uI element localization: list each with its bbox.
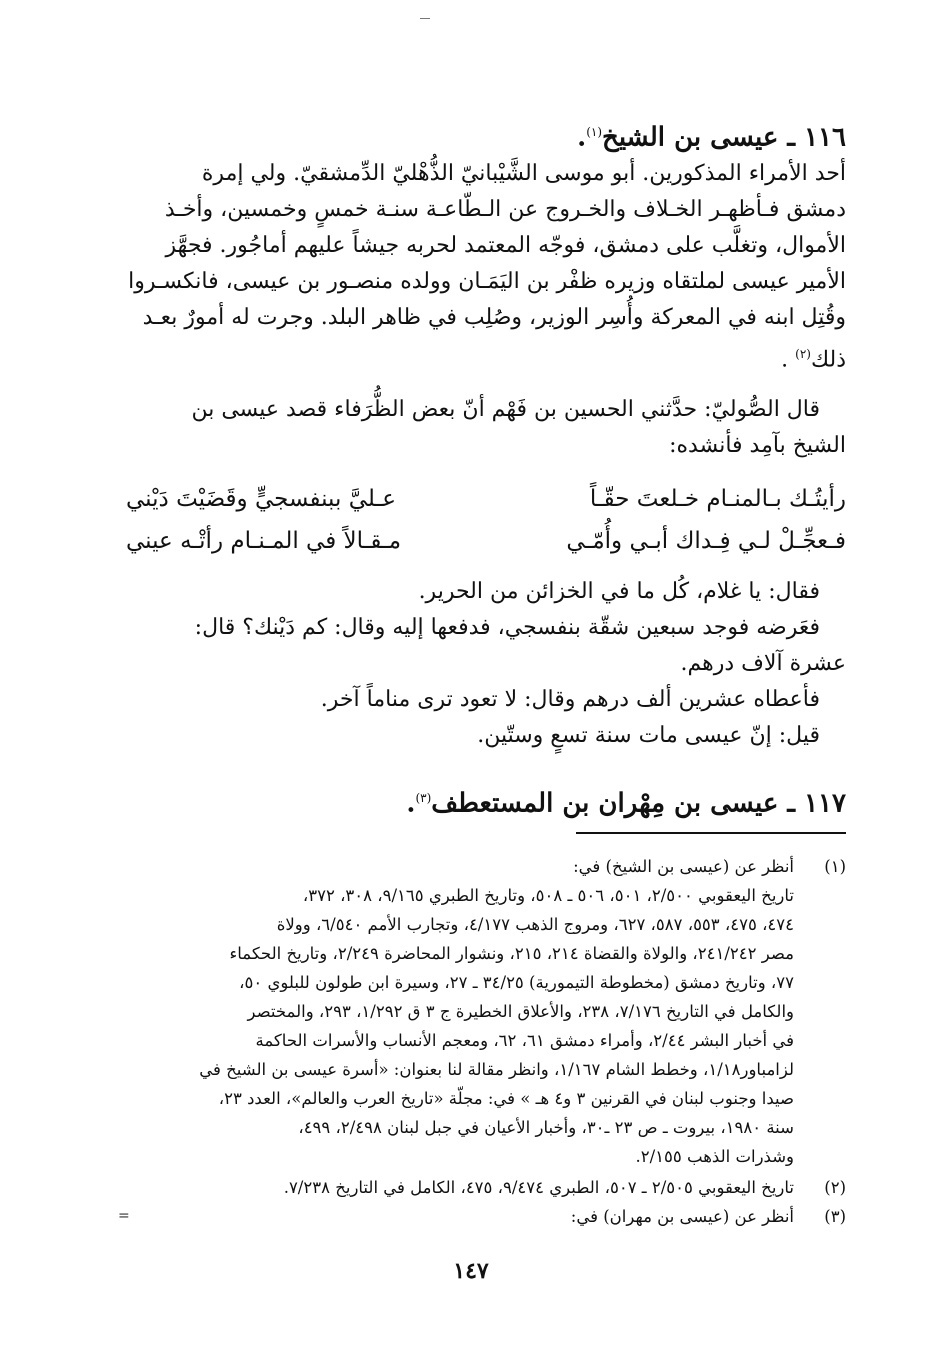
- footnote-ref-3[interactable]: (٣): [415, 791, 432, 805]
- footnote-line: أنظر عن (عيسى بن مهران) في:: [570, 1207, 794, 1226]
- entry-116-title-text: ١١٦ ـ عيسى بن الشيخ: [602, 122, 846, 153]
- text-line: ذلك$^{(٢)}$ .: [781, 347, 846, 373]
- footnote-line: والكامل في التاريخ ٧/١٧٦، ٢٣٨، والأعلاق الخطيرة ج ٣ ق ١/٢٩٢، ٢٩٣، والمختصر: [247, 1002, 794, 1021]
- footnote-1: [126, 852, 846, 1171]
- hemistich-first: فـعجِّـلْ لـي فِـداك أبـي وأُمّـي: [566, 528, 846, 554]
- footnote-ref-1[interactable]: (١): [586, 125, 603, 139]
- entry-117-title: ١١٧ ـ عيسى بن مِهْران بن المستعطف$^{(٣)}$.: [406, 788, 846, 819]
- hemistich-second: عـليَّ ببنفسجيٍّ وقَضَيْتَ دَيْني: [126, 486, 396, 512]
- text-line: فقال: يا غلام، كُل ما في الخزائن من الحرير.: [418, 579, 820, 604]
- footnote-line: في أخبار البشر ٢/٤٤، وأمراء دمشق ٦١، ٦٢، ومعجم الأنساب والأسرات الحاكمة: [255, 1031, 794, 1050]
- entry-116-paragraph-3: [126, 574, 846, 754]
- footnote-ref-2[interactable]: (٢): [795, 347, 811, 361]
- text-line: دمشق فـأظهـر الخـلاف والخـروج عن الـطّاعـة سنـة خمسٍ وخمسين، وأخـذ: [164, 197, 846, 222]
- footnote-line: أنظر عن (عيسى بن الشيخ) في:: [573, 857, 794, 876]
- footnote-line: وشذرات الذهب ٢/١٥٥.: [635, 1147, 794, 1166]
- page-number: ١٤٧: [453, 1258, 489, 1284]
- text-line: الأمير عيسى لملتقاه وزيره ظفْر بن اليَمَـان وولده منصـور بن عيسى، فانكسـروا: [128, 269, 846, 294]
- poem-verses: [126, 478, 846, 562]
- footnote-line: تاريخ اليعقوبي ٢/٥٠٥ ـ ٥٠٧، الطبري ٩/٤٧٤، ٤٧٥، الكامل في التاريخ ٧/٢٣٨.: [283, 1178, 794, 1197]
- footnote-line: لزامباور١/١٨، وخطط الشام ١/١٦٧، وانظر مقالة لنا بعنوان: «أسرة عيسى بن الشيخ في: [199, 1060, 794, 1079]
- footnote-2: [126, 1173, 846, 1202]
- footnote-line: مصر ٢٤١/٢٤٢، والولاة والقضاة ٢١٤، ٢١٥، ونشوار المحاضرة ٢/٢٤٩، وتاريخ الحكماء: [229, 944, 794, 963]
- footnote-3: [126, 1202, 846, 1231]
- footnote-body: [126, 1173, 794, 1202]
- entry-116-paragraph-1: [126, 156, 846, 378]
- text-line: وقُتِل ابنه في المعركة وأُسِر الوزير، وصُلِب في ظاهر البلد. وجرت له أمورٌ بعـد: [142, 305, 846, 330]
- footnotes: [126, 852, 846, 1231]
- footnote-number: (١): [824, 857, 846, 876]
- text-line: قال الصُّوليّ: حدَّثني الحسين بن فَهْم أنّ بعض الظُّرَفاء قصد عيسى بن: [191, 397, 820, 422]
- text-line: أحد الأمراء المذكورين. أبو موسى الشَّيْبانيّ الذُّهْليّ الدِّمشقيّ. ولي إمرة: [201, 161, 846, 186]
- footnote-line: تاريخ اليعقوبي ٢/٥٠٠، ٥٠١، ٥٠٦ ـ ٥٠٨، وتاريخ الطبري ٩/١٦٥، ٣٠٨، ٣٧٢،: [302, 886, 794, 905]
- hemistich-first: رأيتُـك بـالمنـام خـلعتَ حقّـاً: [589, 486, 846, 512]
- footnote-line: ٤٧٤، ٤٧٥، ٥٥٣، ٥٨٧، ٦٢٧، ومروج الذهب ٤/١٧٧، وتجارب الأمم ٦/٥٤٠، وولاة: [276, 915, 794, 934]
- text-line: فأعطاه عشرين ألف درهم وقال: لا تعود ترى مناماً آخر.: [320, 687, 820, 712]
- footnote-line: ٧٧، وتاريخ دمشق (مخطوطة التيمورية) ٣٤/٢٥ ـ ٢٧، وسيرة ابن طولون للبلوي ٥٠،: [239, 973, 794, 992]
- verse-line: [126, 520, 846, 562]
- scan-mark: [420, 18, 430, 21]
- hemistich-second: مـقـالاً في المـنـام رأتْـه عيني: [126, 528, 402, 554]
- footnote-separator: [576, 832, 846, 834]
- entry-116-paragraph-2: [126, 392, 846, 464]
- footnote-body: [126, 852, 794, 1171]
- verse-line: [126, 478, 846, 520]
- text-line: فعَرضه فوجد سبعين شقّة بنفسجي، فدفعها إليه وقال: كم دَيْنك؟ قال:: [194, 615, 820, 640]
- footnote-body: [126, 1202, 794, 1231]
- footnote-number: (٣): [824, 1207, 846, 1226]
- text-line: قيل: إنّ عيسى مات سنة تسعٍ وستّين.: [477, 723, 820, 748]
- footnote-number: (٢): [824, 1178, 846, 1197]
- footnote-line: سنة ١٩٨٠، بيروت ـ ص ٢٣ ـ٣٠، وأخبار الأعيان في جبل لبنان ٢/٤٩٨، ٤٩٩،: [298, 1118, 794, 1137]
- margin-mark: =: [118, 1208, 130, 1224]
- text-line: الشيخ بآمِد فأنشده:: [669, 433, 846, 458]
- text-line: الأموال، وتغلَّب على دمشق، فوجّه المعتمد لحربه جيشاً عليهم أماجُور. فجهَّز: [165, 233, 846, 258]
- footnote-line: صيدا وجنوب لبنان في القرنين ٣ و٤ هـ » في: مجلّة «تاريخ العرب والعالم»، العدد ٢٣،: [218, 1089, 794, 1108]
- entry-117-title-text: ١١٧ ـ عيسى بن مِهْران بن المستعطف: [431, 788, 846, 819]
- text-line: عشرة آلاف درهم.: [680, 651, 846, 676]
- entry-116-title: ١١٦ ـ عيسى بن الشيخ$^{(١)}$.: [577, 122, 846, 153]
